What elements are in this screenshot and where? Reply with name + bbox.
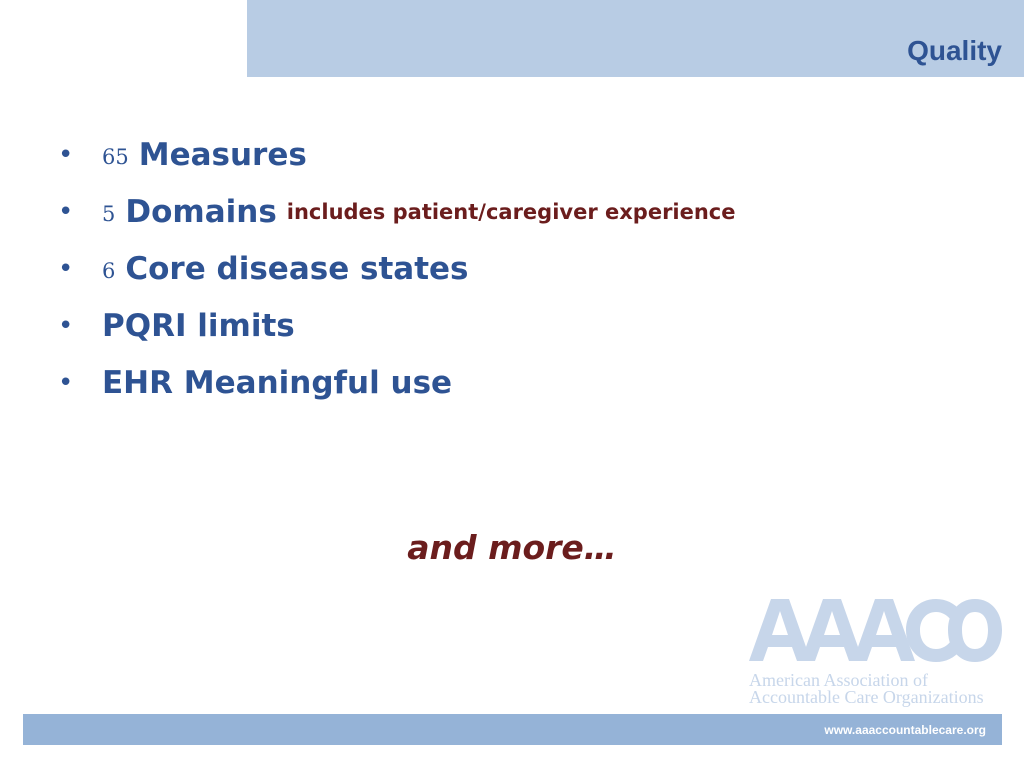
tagline: and more…	[407, 528, 617, 567]
aaaco-logo	[749, 595, 1004, 715]
bullet-number: 5	[102, 201, 116, 226]
bullet-label: Domains	[125, 193, 277, 230]
logo-name-line2: Accountable Care Organizations	[749, 687, 984, 707]
bullet-dot-icon: •	[58, 367, 74, 398]
bullet-label: EHR Meaningful use	[102, 364, 453, 401]
bullet-item-domains	[58, 183, 958, 240]
bullet-number: 65	[102, 144, 129, 169]
bullet-label: PQRI limits	[102, 307, 295, 344]
bullet-note: includes patient/caregiver experience	[286, 199, 736, 224]
bullet-item-ehr-meaningful-use	[58, 354, 958, 411]
slide-title: Quality	[907, 35, 1002, 66]
bullet-dot-icon: •	[58, 139, 74, 170]
bullet-item-core-disease-states	[58, 240, 958, 297]
bullet-item-pqri-limits	[58, 297, 958, 354]
footer-bar	[23, 714, 1002, 745]
bullet-dot-icon: •	[58, 310, 74, 341]
bullet-list	[58, 126, 958, 411]
header-bar	[247, 0, 1024, 77]
aaaco-letters-icon	[749, 595, 1004, 667]
logo-name-line1: American Association of	[749, 670, 928, 690]
bullet-dot-icon: •	[58, 196, 74, 227]
footer-url: www.aaaccountablecare.org	[824, 723, 986, 737]
logo-organization-name	[749, 672, 984, 706]
bullet-label: Measures	[138, 136, 307, 173]
bullet-item-measures	[58, 126, 958, 183]
bullet-number: 6	[102, 258, 116, 283]
bullet-dot-icon: •	[58, 253, 74, 284]
bullet-label: Core disease states	[125, 250, 469, 287]
